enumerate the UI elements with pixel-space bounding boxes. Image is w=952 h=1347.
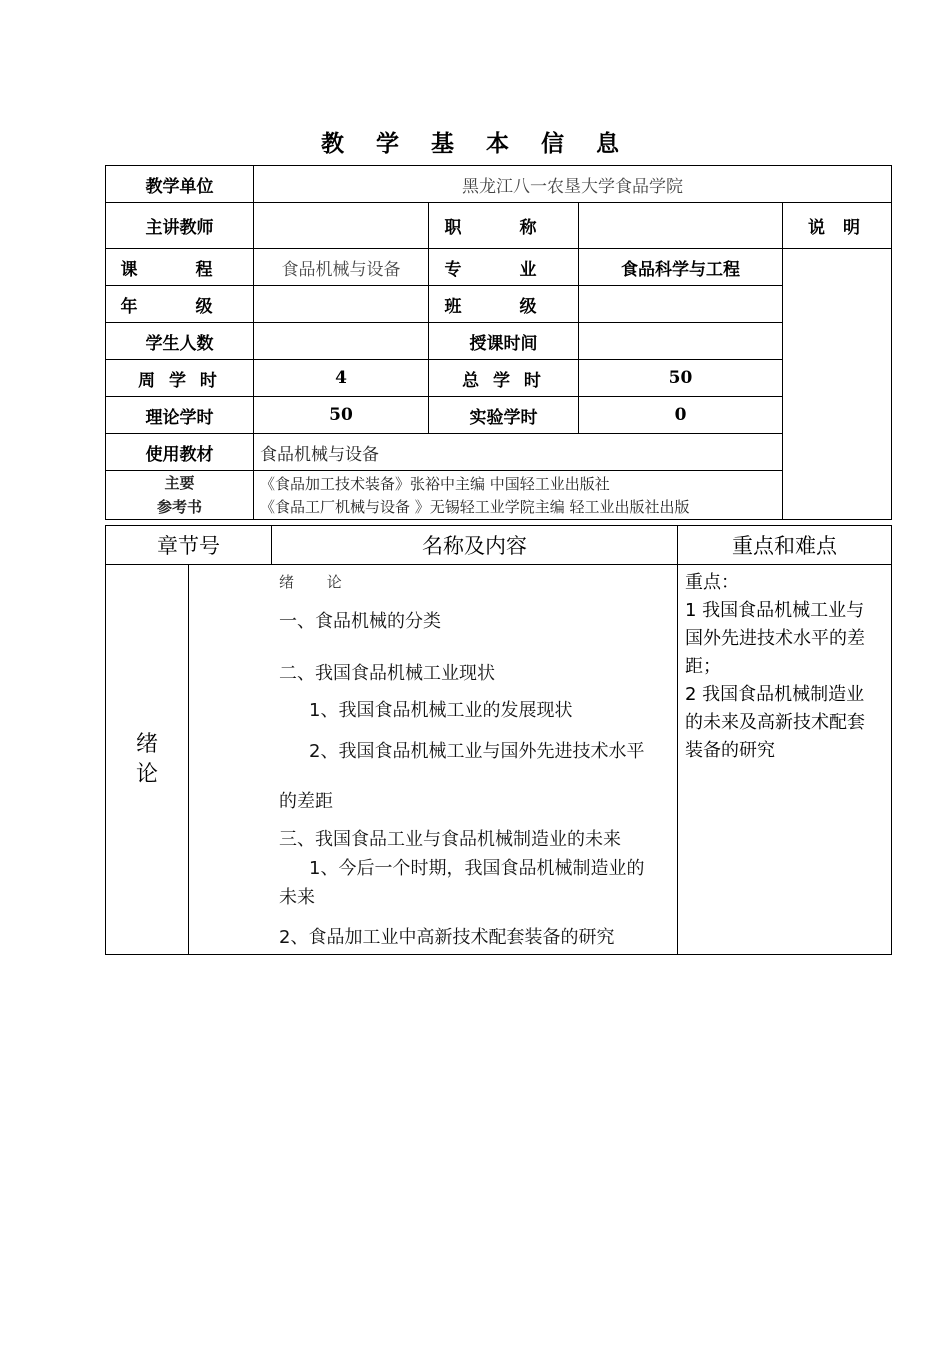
content-line: 2、食品加工业中高新技术配套装备的研究	[279, 927, 615, 948]
keypoint-line: 重点：	[685, 572, 739, 593]
content-line: 未来	[279, 887, 315, 908]
keypoint-line: 1 我国食品机械工业与	[685, 600, 865, 621]
chapter-char: 论	[135, 761, 158, 787]
rank-value	[579, 203, 783, 249]
major-label: 专 业	[429, 249, 579, 286]
refs-label-line2: 参考书	[156, 498, 202, 516]
lab-hours-value: 0	[579, 397, 783, 434]
content-header: 名称及内容	[272, 526, 678, 565]
teacher-label: 主讲教师	[106, 203, 254, 249]
refs-label	[106, 471, 254, 520]
chapter-number	[106, 565, 189, 955]
basic-info-table	[105, 165, 892, 520]
theory-hours-label: 理论学时	[106, 397, 254, 434]
class-value	[579, 286, 783, 323]
content-line: 1、我国食品机械工业的发展现状	[309, 700, 573, 721]
grade-label: 年 级	[106, 286, 254, 323]
keypoint-line: 距；	[685, 656, 721, 677]
content-line: 的差距	[279, 791, 333, 812]
chapter-content-table	[105, 525, 892, 955]
ref-item: 《食品工厂机械与设备 》无锡轻工业学院主编 轻工业出版社出版	[260, 498, 690, 516]
students-label: 学生人数	[106, 323, 254, 360]
total-hours-label: 总 学 时	[429, 360, 579, 397]
textbook-label: 使用教材	[106, 434, 254, 471]
note-label: 说 明	[783, 203, 892, 249]
keypoint-line: 2 我国食品机械制造业	[685, 684, 865, 705]
time-label: 授课时间	[429, 323, 579, 360]
keypoint-line: 装备的研究	[685, 740, 775, 761]
content-line: 1、今后一个时期，我国食品机械制造业的	[309, 858, 645, 879]
keypoints-cell	[678, 565, 892, 955]
class-label: 班 级	[429, 286, 579, 323]
rank-label: 职 称	[429, 203, 579, 249]
theory-hours-value: 50	[254, 397, 429, 434]
unit-value: 黑龙江八一农垦大学食品学院	[254, 166, 892, 203]
course-value: 食品机械与设备	[254, 249, 429, 286]
chapter-header: 章节号	[106, 526, 272, 565]
weekly-hours-label: 周 学 时	[106, 360, 254, 397]
course-label: 课 程	[106, 249, 254, 286]
ref-item: 《食品加工技术装备》张裕中主编 中国轻工业出版社	[260, 475, 610, 493]
keypoints-header: 重点和难点	[678, 526, 892, 565]
lab-hours-label: 实验学时	[429, 397, 579, 434]
chapter-content	[189, 565, 678, 955]
grade-value	[254, 286, 429, 323]
content-line: 2、我国食品机械工业与国外先进技术水平	[309, 741, 645, 762]
students-value	[254, 323, 429, 360]
content-line: 绪 论	[279, 573, 356, 591]
major-value: 食品科学与工程	[579, 249, 783, 286]
keypoint-line: 国外先进技术水平的差	[685, 628, 865, 649]
content-line: 二、我国食品机械工业现状	[279, 663, 495, 684]
time-value	[579, 323, 783, 360]
refs-value	[254, 471, 783, 520]
page-title: 教 学 基 本 信 息	[320, 130, 632, 157]
total-hours-value: 50	[579, 360, 783, 397]
refs-label-line1: 主要	[164, 474, 195, 492]
weekly-hours-value: 4	[254, 360, 429, 397]
content-line: 一、食品机械的分类	[279, 611, 441, 632]
content-line: 三、我国食品工业与食品机械制造业的未来	[279, 829, 621, 850]
textbook-value: 食品机械与设备	[254, 434, 783, 471]
keypoint-line: 的未来及高新技术配套	[685, 712, 865, 733]
note-cell	[783, 249, 892, 520]
chapter-char: 绪	[135, 731, 158, 757]
unit-label: 教学单位	[106, 166, 254, 203]
teacher-value	[254, 203, 429, 249]
